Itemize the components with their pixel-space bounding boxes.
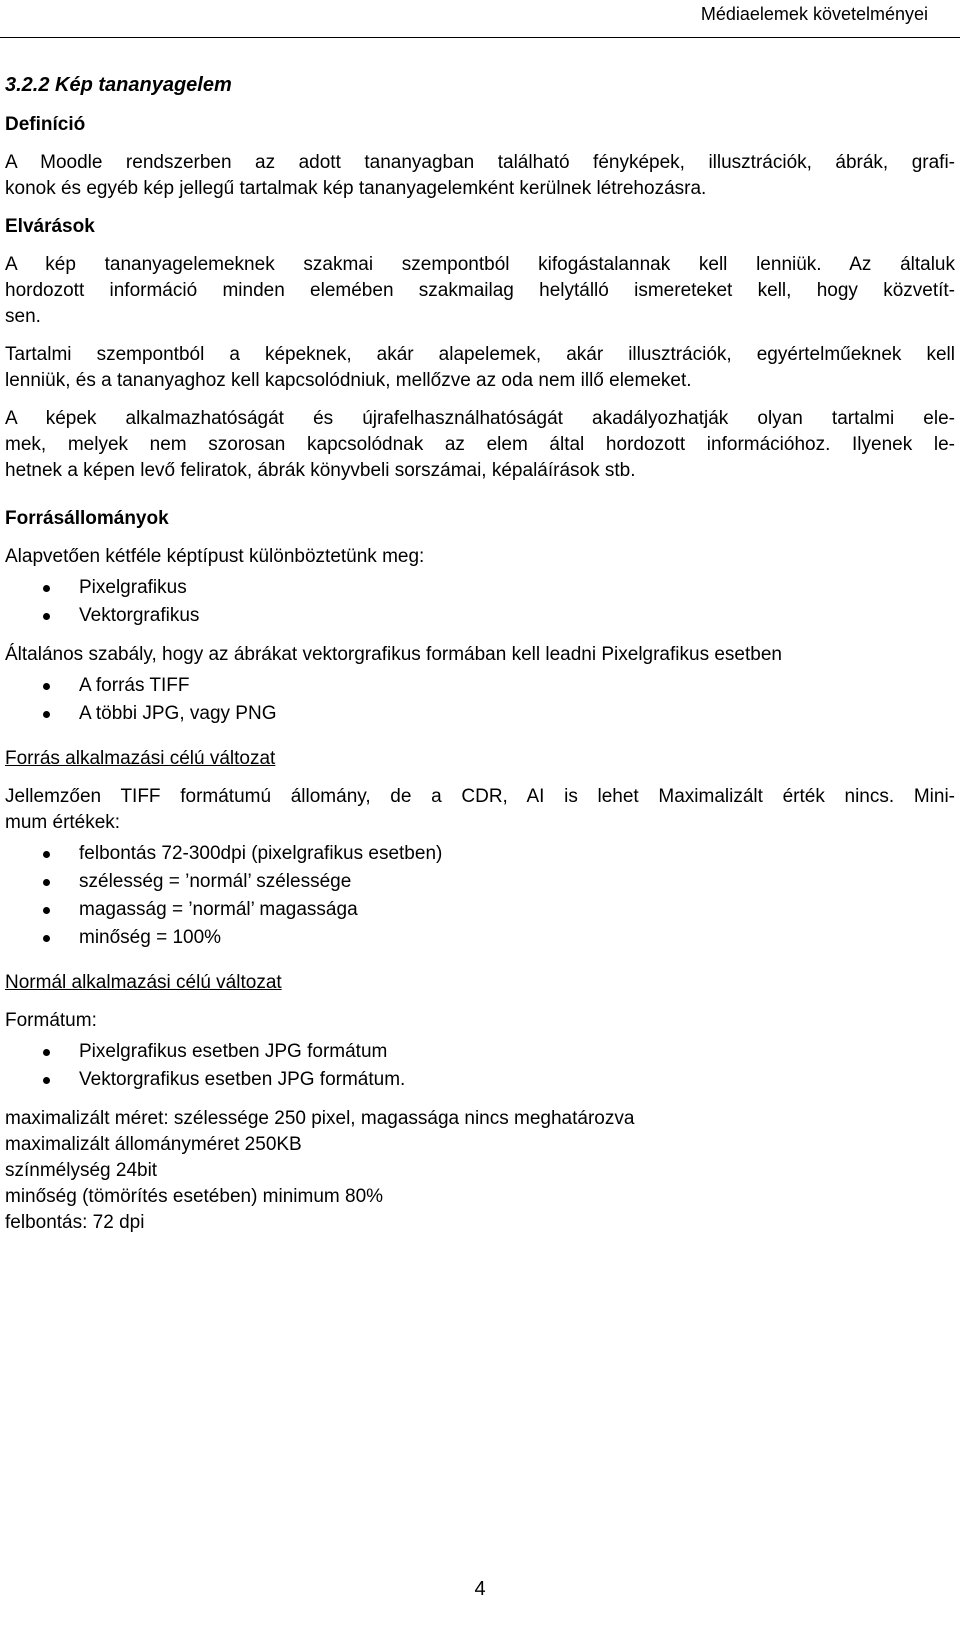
paragraph-line: lenniük, és a tananyaghoz kell kapcsolódniuk, mellőzve az oda nem illő elemeket. <box>5 370 692 391</box>
minimum-values-list <box>5 840 955 952</box>
paragraph-line: Tartalmi szempontból a képeknek, akár alapelemek, akár illusztrációk, egyértelműeknek kell <box>5 344 955 365</box>
list-item: szélesség = ’normál’ szélessége <box>5 868 955 896</box>
format-label: Formátum: <box>5 1010 97 1031</box>
list-item: Pixelgrafikus <box>5 574 955 602</box>
image-type-list <box>5 574 955 630</box>
expectations-heading: Elvárások <box>5 216 95 237</box>
paragraph-line: mum értékek: <box>5 812 121 833</box>
source-variant-paragraph <box>5 784 955 836</box>
list-item: magasság = ’normál’ magassága <box>5 896 955 924</box>
definition-line: konok és egyéb kép jellegű tartalmak kép tananyagelemként kerülnek létrehozásra. <box>5 178 707 199</box>
list-item: A forrás TIFF <box>5 672 955 700</box>
running-header: Médiaelemek követelményei <box>700 4 928 24</box>
definition-paragraph <box>5 150 955 202</box>
format-list <box>5 672 955 728</box>
list-item: Pixelgrafikus esetben JPG formátum <box>5 1038 955 1066</box>
page-content <box>5 72 955 1236</box>
paragraph-line: hordozott információ minden elemében szakmailag helytálló ismereteket kell, hogy közvetít- <box>5 280 955 301</box>
list-item: Vektorgrafikus esetben JPG formátum. <box>5 1066 955 1094</box>
sources-intro: Alapvetően kétféle képtípust különböztetünk meg: <box>5 546 425 567</box>
spec-line: minőség (tömörítés esetében) minimum 80% <box>5 1186 384 1207</box>
list-item: minőség = 100% <box>5 924 955 952</box>
section-title: 3.2.2 Kép tananyagelem <box>5 74 232 96</box>
list-item: Vektorgrafikus <box>5 602 955 630</box>
paragraph-line: hetnek a képen levő feliratok, ábrák könyvbeli sorszámai, képaláírások stb. <box>5 460 636 481</box>
paragraph-line: mek, melyek nem szorosan kapcsolódnak az elem által hordozott információhoz. Ilyenek le- <box>5 434 955 455</box>
expectations-paragraph-1 <box>5 252 955 330</box>
expectations-paragraph-3 <box>5 406 955 484</box>
sources-heading: Forrásállományok <box>5 508 169 529</box>
expectations-paragraph-2 <box>5 342 955 394</box>
definition-line: A Moodle rendszerben az adott tananyagban található fényképek, illusztrációk, ábrák, grafi- <box>5 152 955 173</box>
source-variant-heading: Forrás alkalmazási célú változat <box>5 748 276 769</box>
paragraph-line: sen. <box>5 306 41 327</box>
header-divider <box>0 37 960 38</box>
spec-line: maximalizált állományméret 250KB <box>5 1134 302 1155</box>
spec-line: színmélység 24bit <box>5 1160 158 1181</box>
definition-heading: Definíció <box>5 114 86 135</box>
normal-format-list <box>5 1038 955 1094</box>
list-item: A többi JPG, vagy PNG <box>5 700 955 728</box>
normal-variant-heading: Normál alkalmazási célú változat <box>5 972 282 993</box>
spec-line: felbontás: 72 dpi <box>5 1212 145 1233</box>
paragraph-line: Jellemzően TIFF formátumú állomány, de a CDR, AI is lehet Maximalizált érték nincs. Mini- <box>5 786 955 807</box>
paragraph-line: A képek alkalmazhatóságát és újrafelhasználhatóságát akadályozhatják olyan tartalmi ele- <box>5 408 955 429</box>
paragraph-line: A kép tananyagelemeknek szakmai szempontból kifogástalannak kell lenniük. Az általuk <box>5 254 955 275</box>
page-number: 4 <box>474 1578 486 1600</box>
list-item: felbontás 72-300dpi (pixelgrafikus esetben) <box>5 840 955 868</box>
spec-line: maximalizált méret: szélessége 250 pixel, magassága nincs meghatározva <box>5 1108 635 1129</box>
sources-rule: Általános szabály, hogy az ábrákat vektorgrafikus formában kell leadni Pixelgrafikus esetben <box>5 644 782 665</box>
spec-lines <box>5 1106 955 1236</box>
